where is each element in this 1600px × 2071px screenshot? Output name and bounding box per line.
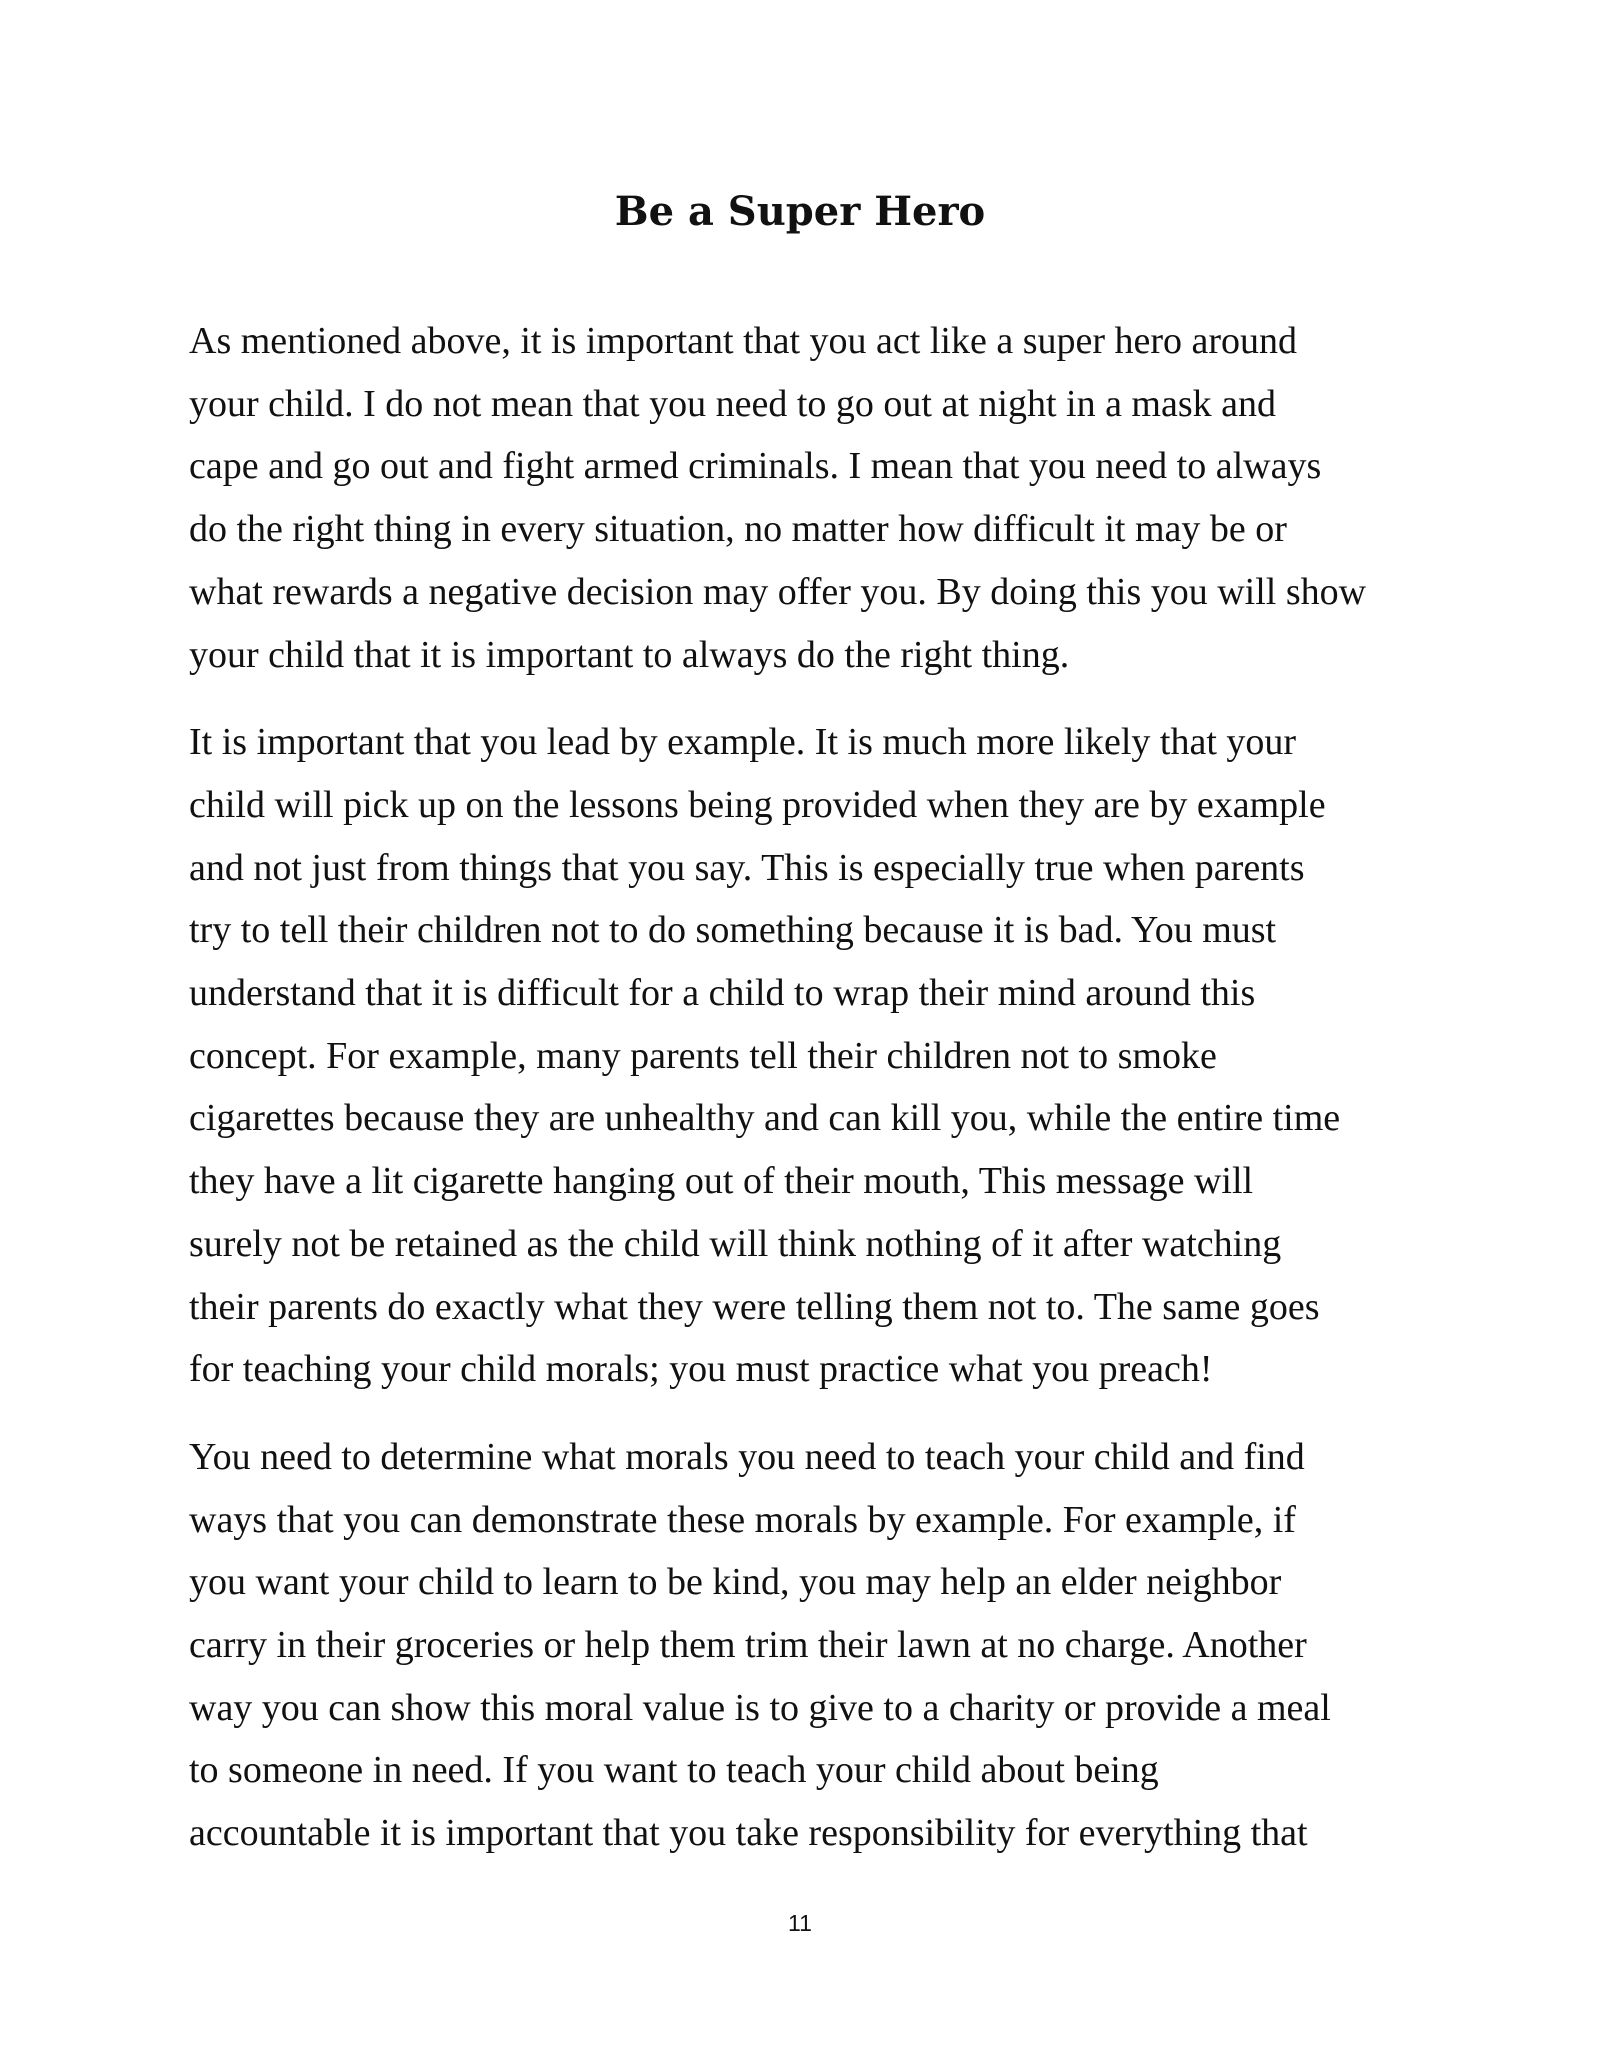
- text-line: surely not be retained as the child will think nothing of it after watching: [189, 1222, 1282, 1265]
- text-line: accountable it is important that you take responsibility for everything that: [189, 1812, 1308, 1855]
- text-line: your child that it is important to always do the right thing.: [189, 633, 1070, 676]
- text-line: what rewards a negative decision may offer you. By doing this you will show: [189, 570, 1367, 613]
- paragraph-2: [189, 711, 1429, 1401]
- text-line: their parents do exactly what they were telling them not to. The same goes: [189, 1285, 1320, 1328]
- text-line: You need to determine what morals you need to teach your child and find: [189, 1435, 1305, 1478]
- text-line: cigarettes because they are unhealthy and can kill you, while the entire time: [189, 1097, 1341, 1140]
- text-line: understand that it is difficult for a child to wrap their mind around this: [189, 972, 1256, 1015]
- page-title: Be a Super Hero: [614, 188, 986, 235]
- text-line: to someone in need. If you want to teach your child about being: [189, 1749, 1159, 1792]
- body-text: [189, 310, 1429, 1890]
- text-line: they have a lit cigarette hanging out of their mouth, This message will: [189, 1160, 1254, 1203]
- text-line: you want your child to learn to be kind, you may help an elder neighbor: [189, 1561, 1282, 1604]
- text-line: child will pick up on the lessons being provided when they are by example: [189, 783, 1326, 826]
- page-number: 11: [788, 1910, 812, 1936]
- text-line: cape and go out and fight armed criminals. I mean that you need to always: [189, 445, 1322, 488]
- text-line: concept. For example, many parents tell their children not to smoke: [189, 1034, 1217, 1077]
- paragraph-1: [189, 310, 1429, 686]
- text-line: ways that you can demonstrate these morals by example. For example, if: [189, 1498, 1296, 1541]
- text-line: carry in their groceries or help them trim their lawn at no charge. Another: [189, 1624, 1307, 1667]
- text-line: do the right thing in every situation, no matter how difficult it may be or: [189, 508, 1287, 551]
- text-line: and not just from things that you say. This is especially true when parents: [189, 846, 1305, 889]
- text-line: your child. I do not mean that you need to go out at night in a mask and: [189, 382, 1277, 425]
- text-line: for teaching your child morals; you must practice what you preach!: [189, 1348, 1213, 1391]
- text-line: way you can show this moral value is to give to a charity or provide a meal: [189, 1686, 1331, 1729]
- text-line: It is important that you lead by example. It is much more likely that your: [189, 721, 1297, 764]
- paragraph-3: [189, 1426, 1429, 1865]
- text-line: try to tell their children not to do something because it is bad. You must: [189, 909, 1277, 952]
- text-line: As mentioned above, it is important that you act like a super hero around: [189, 320, 1298, 362]
